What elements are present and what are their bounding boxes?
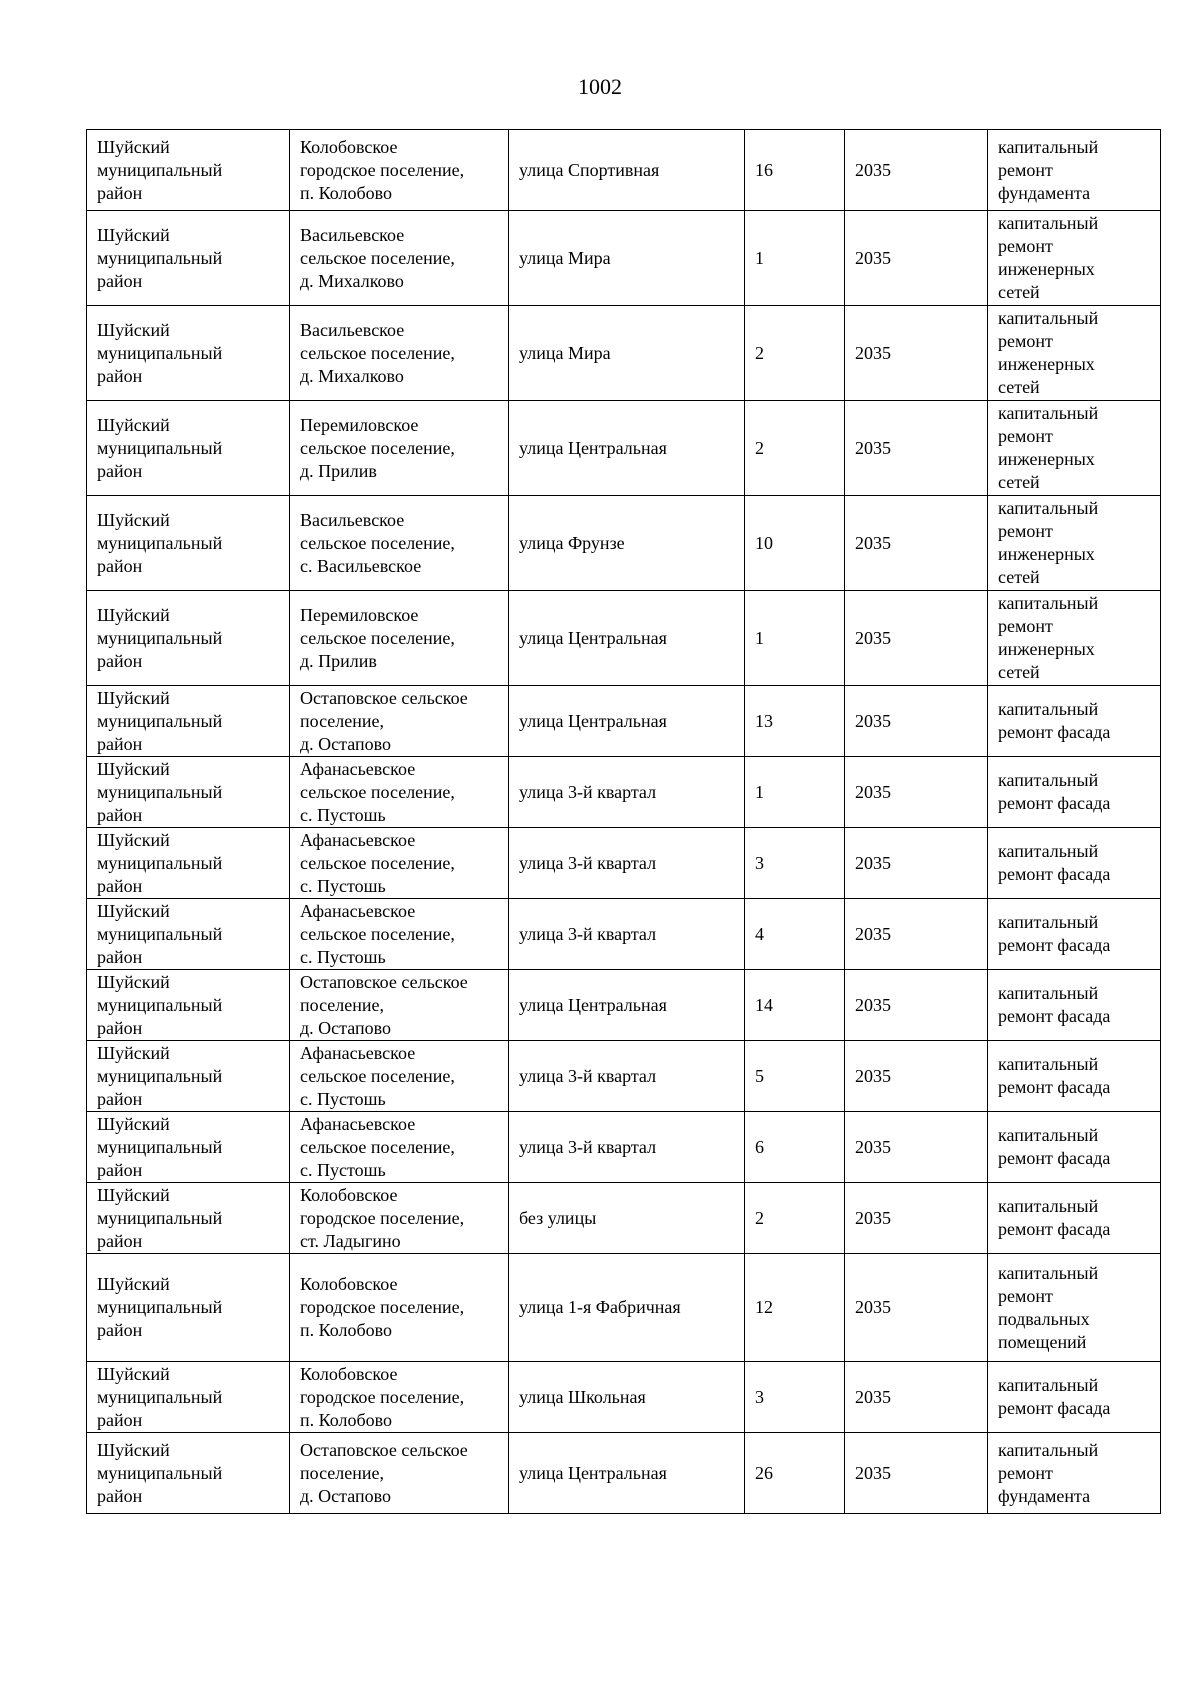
cell-work-type-line: инженерных bbox=[998, 639, 1095, 659]
cell-district-line: муниципальный bbox=[97, 710, 223, 731]
cell-settlement-line: Колобовское bbox=[300, 1363, 398, 1384]
table-row bbox=[87, 1183, 1161, 1254]
cell-district-line: муниципальный bbox=[97, 247, 223, 268]
cell-work-type-line: ремонт фасада bbox=[998, 1398, 1111, 1418]
cell-work-type-line: капитальный bbox=[998, 213, 1099, 233]
cell-work-type-line: капитальный bbox=[998, 1439, 1099, 1460]
cell-settlement-line: сельское поселение, bbox=[300, 342, 455, 363]
cell-work-type-line: капитальный bbox=[998, 1375, 1099, 1395]
cell-settlement-line: поселение, bbox=[300, 710, 385, 731]
cell-work-type-line: ремонт bbox=[998, 521, 1053, 541]
cell-district-line: район bbox=[97, 650, 143, 671]
cell-settlement-line: Афанасьевское bbox=[300, 829, 416, 850]
cell-house-number: 1 bbox=[745, 757, 845, 828]
cell-district bbox=[87, 757, 290, 828]
cell-work-type-line: ремонт фасада bbox=[998, 1148, 1111, 1168]
cell-district bbox=[87, 1362, 290, 1433]
cell-district-line: район bbox=[97, 270, 143, 291]
cell-street: без улицы bbox=[509, 1183, 745, 1254]
cell-year: 2035 bbox=[845, 970, 988, 1041]
cell-street: улица Спортивная bbox=[509, 130, 745, 211]
cell-district-line: район bbox=[97, 804, 143, 825]
cell-settlement bbox=[290, 306, 509, 401]
cell-year: 2035 bbox=[845, 757, 988, 828]
cell-work-type-line: подвальных bbox=[998, 1308, 1090, 1329]
cell-house-number: 13 bbox=[745, 686, 845, 757]
cell-work-type-line: фундамента bbox=[998, 182, 1091, 203]
cell-settlement-line: городское поселение, bbox=[300, 1297, 465, 1317]
cell-district-line: район bbox=[97, 460, 143, 481]
cell-settlement bbox=[290, 496, 509, 591]
cell-house-number: 16 bbox=[745, 130, 845, 211]
cell-house-number: 6 bbox=[745, 1112, 845, 1183]
cell-work-type-line: сетей bbox=[998, 662, 1040, 682]
cell-work-type-line: ремонт фасада bbox=[998, 935, 1111, 955]
table-row bbox=[87, 828, 1161, 899]
cell-settlement bbox=[290, 130, 509, 211]
cell-settlement-line: городское поселение, bbox=[300, 1386, 465, 1407]
cell-year: 2035 bbox=[845, 1112, 988, 1183]
cell-settlement-line: сельское поселение, bbox=[300, 852, 455, 873]
cell-settlement-line: сельское поселение, bbox=[300, 781, 455, 802]
cell-district-line: Шуйский bbox=[97, 1042, 170, 1063]
cell-settlement-line: Колобовское bbox=[300, 1274, 398, 1294]
cell-house-number: 5 bbox=[745, 1041, 845, 1112]
cell-work-type-line: фундамента bbox=[998, 1485, 1091, 1506]
cell-year: 2035 bbox=[845, 211, 988, 306]
cell-work-type-line: капитальный bbox=[998, 699, 1099, 719]
cell-settlement-line: Васильевское bbox=[300, 509, 405, 530]
cell-settlement-line: Афанасьевское bbox=[300, 900, 416, 921]
cell-settlement-line: сельское поселение, bbox=[300, 1065, 455, 1086]
cell-settlement-line: п. Колобово bbox=[300, 1320, 393, 1340]
cell-work-type-line: капитальный bbox=[998, 498, 1099, 518]
cell-house-number: 3 bbox=[745, 1362, 845, 1433]
cell-settlement-line: с. Пустошь bbox=[300, 875, 386, 896]
cell-work-type-line: ремонт bbox=[998, 1462, 1053, 1483]
cell-work-type-line: сетей bbox=[998, 567, 1040, 587]
cell-district-line: Шуйский bbox=[97, 319, 170, 340]
cell-settlement-line: с. Пустошь bbox=[300, 1088, 386, 1109]
cell-settlement-line: п. Колобово bbox=[300, 182, 393, 203]
cell-settlement-line: Афанасьевское bbox=[300, 1042, 416, 1063]
cell-year: 2035 bbox=[845, 1254, 988, 1362]
cell-work-type-line: капитальный bbox=[998, 1196, 1099, 1216]
cell-street: улица 1-я Фабричная bbox=[509, 1254, 745, 1362]
cell-street: улица Центральная bbox=[509, 1433, 745, 1514]
cell-settlement bbox=[290, 1183, 509, 1254]
cell-district-line: муниципальный bbox=[97, 1386, 223, 1407]
cell-work-type-line: ремонт bbox=[998, 426, 1053, 446]
cell-settlement-line: поселение, bbox=[300, 994, 385, 1015]
cell-settlement-line: Перемиловское bbox=[300, 414, 419, 435]
cell-district-line: Шуйский bbox=[97, 604, 170, 625]
cell-district-line: Шуйский bbox=[97, 758, 170, 779]
cell-district-line: муниципальный bbox=[97, 1462, 223, 1483]
cell-work-type-line: ремонт фасада bbox=[998, 1006, 1111, 1026]
cell-street: улица Центральная bbox=[509, 401, 745, 496]
cell-settlement-line: д. Михалково bbox=[300, 270, 404, 291]
cell-district-line: Шуйский bbox=[97, 1184, 170, 1205]
cell-settlement-line: Колобовское bbox=[300, 1184, 398, 1205]
cell-settlement-line: Колобовское bbox=[300, 136, 398, 157]
cell-district-line: район bbox=[97, 1409, 143, 1430]
cell-district-line: район bbox=[97, 733, 143, 754]
cell-settlement-line: сельское поселение, bbox=[300, 532, 455, 553]
cell-work-type bbox=[988, 1112, 1161, 1183]
cell-house-number: 12 bbox=[745, 1254, 845, 1362]
table-row bbox=[87, 1433, 1161, 1514]
table-row bbox=[87, 1362, 1161, 1433]
cell-district-line: муниципальный bbox=[97, 994, 223, 1015]
cell-year: 2035 bbox=[845, 401, 988, 496]
cell-work-type-line: капитальный bbox=[998, 841, 1099, 861]
cell-district-line: Шуйский bbox=[97, 900, 170, 921]
cell-work-type-line: инженерных bbox=[998, 354, 1095, 374]
cell-work-type-line: ремонт bbox=[998, 236, 1053, 256]
table-row bbox=[87, 496, 1161, 591]
cell-district-line: район bbox=[97, 946, 143, 967]
cell-work-type-line: капитальный bbox=[998, 1054, 1099, 1074]
table-row bbox=[87, 591, 1161, 686]
cell-settlement-line: с. Пустошь bbox=[300, 804, 386, 825]
cell-district-line: муниципальный bbox=[97, 852, 223, 873]
cell-year: 2035 bbox=[845, 899, 988, 970]
cell-district bbox=[87, 1433, 290, 1514]
cell-district-line: муниципальный bbox=[97, 532, 223, 553]
cell-settlement bbox=[290, 1254, 509, 1362]
cell-settlement-line: ст. Ладыгино bbox=[300, 1230, 401, 1251]
cell-district bbox=[87, 1112, 290, 1183]
cell-district-line: муниципальный bbox=[97, 627, 223, 648]
cell-district-line: Шуйский bbox=[97, 1274, 170, 1294]
cell-district-line: муниципальный bbox=[97, 342, 223, 363]
cell-work-type bbox=[988, 1433, 1161, 1514]
cell-settlement bbox=[290, 211, 509, 306]
cell-work-type-line: капитальный bbox=[998, 1125, 1099, 1145]
cell-work-type-line: сетей bbox=[998, 472, 1040, 492]
cell-settlement-line: д. Михалково bbox=[300, 365, 404, 386]
table-row bbox=[87, 130, 1161, 211]
cell-work-type-line: ремонт bbox=[998, 159, 1053, 180]
cell-settlement-line: поселение, bbox=[300, 1462, 385, 1483]
cell-house-number: 3 bbox=[745, 828, 845, 899]
cell-year: 2035 bbox=[845, 496, 988, 591]
cell-year: 2035 bbox=[845, 130, 988, 211]
cell-settlement-line: с. Пустошь bbox=[300, 946, 386, 967]
cell-settlement bbox=[290, 970, 509, 1041]
cell-year: 2035 bbox=[845, 686, 988, 757]
table-row bbox=[87, 1041, 1161, 1112]
page-number: 1002 bbox=[578, 74, 622, 99]
cell-work-type bbox=[988, 211, 1161, 306]
cell-settlement-line: д. Остапово bbox=[300, 1485, 391, 1506]
cell-settlement bbox=[290, 401, 509, 496]
cell-work-type bbox=[988, 757, 1161, 828]
cell-settlement bbox=[290, 1433, 509, 1514]
cell-district-line: Шуйский bbox=[97, 829, 170, 850]
table-row bbox=[87, 306, 1161, 401]
cell-year: 2035 bbox=[845, 1183, 988, 1254]
cell-street: улица Центральная bbox=[509, 686, 745, 757]
table-row bbox=[87, 970, 1161, 1041]
cell-settlement bbox=[290, 757, 509, 828]
cell-work-type bbox=[988, 686, 1161, 757]
cell-street: улица Центральная bbox=[509, 970, 745, 1041]
cell-district bbox=[87, 211, 290, 306]
cell-work-type-line: ремонт фасада bbox=[998, 864, 1111, 884]
cell-work-type bbox=[988, 1362, 1161, 1433]
cell-district-line: район bbox=[97, 1017, 143, 1038]
cell-street: улица 3-й квартал bbox=[509, 899, 745, 970]
cell-district-line: муниципальный bbox=[97, 1297, 223, 1317]
cell-settlement-line: Афанасьевское bbox=[300, 758, 416, 779]
cell-work-type-line: капитальный bbox=[998, 1262, 1099, 1283]
cell-district bbox=[87, 1183, 290, 1254]
cell-work-type bbox=[988, 496, 1161, 591]
cell-house-number: 26 bbox=[745, 1433, 845, 1514]
cell-year: 2035 bbox=[845, 828, 988, 899]
cell-house-number: 2 bbox=[745, 1183, 845, 1254]
cell-settlement-line: Остаповское сельское bbox=[300, 1439, 468, 1460]
cell-settlement-line: Перемиловское bbox=[300, 604, 419, 625]
cell-settlement-line: п. Колобово bbox=[300, 1409, 393, 1430]
cell-work-type-line: ремонт фасада bbox=[998, 722, 1111, 742]
cell-district-line: Шуйский bbox=[97, 1363, 170, 1384]
cell-district bbox=[87, 1254, 290, 1362]
cell-work-type-line: сетей bbox=[998, 377, 1040, 397]
cell-district-line: Шуйский bbox=[97, 1439, 170, 1460]
cell-settlement bbox=[290, 591, 509, 686]
cell-settlement-line: Остаповское сельское bbox=[300, 687, 468, 708]
cell-year: 2035 bbox=[845, 1362, 988, 1433]
table-row bbox=[87, 1112, 1161, 1183]
cell-settlement-line: с. Пустошь bbox=[300, 1159, 386, 1180]
cell-settlement-line: сельское поселение, bbox=[300, 923, 455, 944]
cell-settlement-line: с. Васильевское bbox=[300, 555, 422, 576]
cell-district-line: Шуйский bbox=[97, 971, 170, 992]
cell-work-type bbox=[988, 899, 1161, 970]
cell-district-line: муниципальный bbox=[97, 781, 223, 802]
cell-year: 2035 bbox=[845, 1433, 988, 1514]
cell-settlement-line: д. Остапово bbox=[300, 733, 391, 754]
cell-settlement-line: городское поселение, bbox=[300, 159, 465, 180]
cell-house-number: 10 bbox=[745, 496, 845, 591]
cell-house-number: 1 bbox=[745, 211, 845, 306]
cell-district-line: район bbox=[97, 182, 143, 203]
cell-district-line: район bbox=[97, 1159, 143, 1180]
cell-district-line: муниципальный bbox=[97, 1136, 223, 1157]
cell-work-type-line: ремонт фасада bbox=[998, 793, 1111, 813]
cell-year: 2035 bbox=[845, 1041, 988, 1112]
cell-work-type-line: инженерных bbox=[998, 544, 1095, 564]
cell-settlement-line: сельское поселение, bbox=[300, 627, 455, 648]
cell-street: улица 3-й квартал bbox=[509, 828, 745, 899]
cell-district-line: район bbox=[97, 1320, 143, 1340]
cell-district-line: муниципальный bbox=[97, 159, 223, 180]
cell-work-type-line: капитальный bbox=[998, 912, 1099, 932]
cell-district-line: район bbox=[97, 365, 143, 386]
cell-work-type-line: ремонт bbox=[998, 331, 1053, 351]
cell-street: улица Мира bbox=[509, 306, 745, 401]
cell-work-type-line: капитальный bbox=[998, 403, 1099, 423]
cell-settlement-line: сельское поселение, bbox=[300, 437, 455, 458]
cell-district-line: Шуйский bbox=[97, 414, 170, 435]
cell-district-line: муниципальный bbox=[97, 437, 223, 458]
cell-year: 2035 bbox=[845, 306, 988, 401]
cell-work-type-line: помещений bbox=[998, 1331, 1087, 1352]
cell-settlement-line: Остаповское сельское bbox=[300, 971, 468, 992]
cell-district-line: район bbox=[97, 555, 143, 576]
cell-settlement-line: городское поселение, bbox=[300, 1207, 465, 1228]
cell-district bbox=[87, 970, 290, 1041]
cell-district bbox=[87, 496, 290, 591]
repair-schedule-table bbox=[86, 129, 1161, 1514]
cell-work-type-line: капитальный bbox=[998, 770, 1099, 790]
cell-house-number: 14 bbox=[745, 970, 845, 1041]
cell-work-type-line: сетей bbox=[998, 282, 1040, 302]
cell-work-type bbox=[988, 828, 1161, 899]
cell-street: улица Мира bbox=[509, 211, 745, 306]
cell-district-line: Шуйский bbox=[97, 224, 170, 245]
cell-work-type bbox=[988, 1041, 1161, 1112]
cell-district bbox=[87, 686, 290, 757]
cell-settlement-line: д. Прилив bbox=[300, 650, 377, 671]
cell-district bbox=[87, 1041, 290, 1112]
table-body bbox=[87, 130, 1161, 1514]
cell-district-line: район bbox=[97, 1230, 143, 1251]
cell-house-number: 4 bbox=[745, 899, 845, 970]
cell-settlement-line: сельское поселение, bbox=[300, 1136, 455, 1157]
cell-district-line: муниципальный bbox=[97, 923, 223, 944]
cell-settlement bbox=[290, 899, 509, 970]
cell-settlement-line: Васильевское bbox=[300, 319, 405, 340]
cell-settlement-line: д. Прилив bbox=[300, 460, 377, 481]
cell-district bbox=[87, 306, 290, 401]
cell-district-line: район bbox=[97, 1088, 143, 1109]
cell-work-type-line: инженерных bbox=[998, 449, 1095, 469]
cell-work-type bbox=[988, 306, 1161, 401]
table-row bbox=[87, 1254, 1161, 1362]
cell-settlement-line: д. Остапово bbox=[300, 1017, 391, 1038]
cell-work-type-line: капитальный bbox=[998, 308, 1099, 328]
cell-district-line: муниципальный bbox=[97, 1207, 223, 1228]
cell-settlement-line: сельское поселение, bbox=[300, 247, 455, 268]
cell-street: улица 3-й квартал bbox=[509, 1112, 745, 1183]
cell-work-type bbox=[988, 591, 1161, 686]
cell-house-number: 2 bbox=[745, 306, 845, 401]
cell-district bbox=[87, 130, 290, 211]
cell-settlement bbox=[290, 828, 509, 899]
cell-house-number: 2 bbox=[745, 401, 845, 496]
cell-work-type-line: ремонт фасада bbox=[998, 1219, 1111, 1239]
cell-street: улица 3-й квартал bbox=[509, 757, 745, 828]
cell-house-number: 1 bbox=[745, 591, 845, 686]
cell-work-type-line: капитальный bbox=[998, 136, 1099, 157]
table-row bbox=[87, 899, 1161, 970]
cell-district-line: Шуйский bbox=[97, 687, 170, 708]
cell-work-type-line: ремонт фасада bbox=[998, 1077, 1111, 1097]
cell-district bbox=[87, 401, 290, 496]
cell-settlement bbox=[290, 1041, 509, 1112]
cell-work-type bbox=[988, 401, 1161, 496]
cell-district-line: Шуйский bbox=[97, 1113, 170, 1134]
cell-work-type-line: капитальный bbox=[998, 593, 1099, 613]
cell-settlement-line: Афанасьевское bbox=[300, 1113, 416, 1134]
cell-district-line: район bbox=[97, 1485, 143, 1506]
cell-work-type-line: ремонт bbox=[998, 1285, 1053, 1306]
table-row bbox=[87, 757, 1161, 828]
table-row bbox=[87, 401, 1161, 496]
cell-street: улица Школьная bbox=[509, 1362, 745, 1433]
cell-street: улица 3-й квартал bbox=[509, 1041, 745, 1112]
cell-settlement bbox=[290, 1362, 509, 1433]
cell-district-line: муниципальный bbox=[97, 1065, 223, 1086]
cell-district bbox=[87, 899, 290, 970]
cell-work-type-line: инженерных bbox=[998, 259, 1095, 279]
cell-district-line: район bbox=[97, 875, 143, 896]
cell-year: 2035 bbox=[845, 591, 988, 686]
cell-street: улица Центральная bbox=[509, 591, 745, 686]
table-row bbox=[87, 686, 1161, 757]
cell-work-type bbox=[988, 1254, 1161, 1362]
cell-district bbox=[87, 591, 290, 686]
cell-work-type bbox=[988, 1183, 1161, 1254]
cell-work-type bbox=[988, 970, 1161, 1041]
cell-district-line: Шуйский bbox=[97, 136, 170, 157]
cell-district-line: Шуйский bbox=[97, 509, 170, 530]
cell-work-type-line: капитальный bbox=[998, 983, 1099, 1003]
cell-work-type-line: ремонт bbox=[998, 616, 1053, 636]
cell-settlement-line: Васильевское bbox=[300, 224, 405, 245]
table-row bbox=[87, 211, 1161, 306]
cell-street: улица Фрунзе bbox=[509, 496, 745, 591]
cell-settlement bbox=[290, 686, 509, 757]
cell-settlement bbox=[290, 1112, 509, 1183]
cell-district bbox=[87, 828, 290, 899]
cell-work-type bbox=[988, 130, 1161, 211]
